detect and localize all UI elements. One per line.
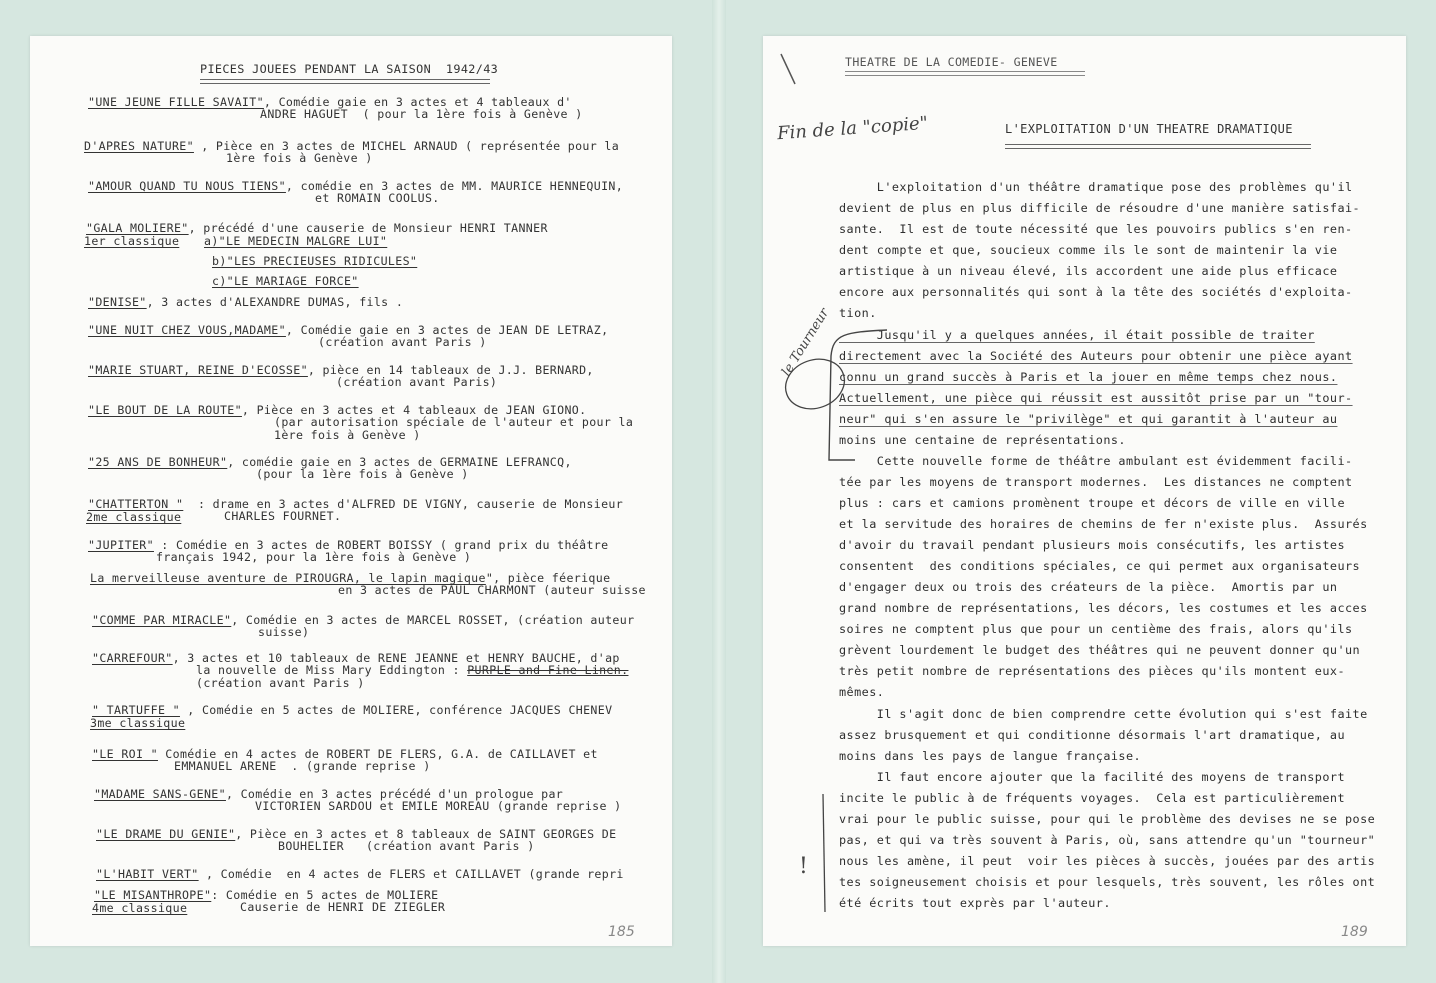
essay-line: grand nombre de représentations, les décors, les costumes et les acces <box>839 601 1368 615</box>
essay-line: moins une centaine de représentations. <box>839 433 1126 447</box>
play-title: "DENISE" <box>88 295 147 309</box>
essay-title-double-underline <box>1005 144 1311 149</box>
play-description-cont: (création avant Paris) <box>336 375 498 389</box>
essay-line: incite le public à de fréquents voyages. Cela est particulièrement <box>839 791 1346 805</box>
essay-line: Il faut encore ajouter que la facilité des moyens de transport <box>839 770 1346 784</box>
right-page <box>763 36 1406 946</box>
play-title: D'APRES NATURE" <box>84 139 194 153</box>
play-description: , Comédie en 3 actes de MARCEL ROSSET, (création auteur <box>231 613 635 627</box>
play-title: "LE DRAME DU GENIE" <box>96 827 236 841</box>
handwritten-margin-line <box>793 788 833 918</box>
essay-line: moins dans les pays de langue française. <box>839 749 1142 763</box>
play-description-cont: Causerie de HENRI DE ZIEGLER <box>240 900 446 914</box>
play-title: "JUPITER" <box>88 538 154 552</box>
classique-label: 2me classique <box>86 510 182 524</box>
essay-line: artistique à un niveau élevé, ils accordent une aide plus efficace <box>839 264 1338 278</box>
header-double-underline <box>845 71 1085 76</box>
play-description-cont: (pour la 1ère fois à Genève ) <box>256 467 469 481</box>
classique-label: 4me classique <box>92 901 188 915</box>
essay-line: Il s'agit donc de bien comprendre cette évolution qui s'est faite <box>839 707 1368 721</box>
essay-line: nous les amène, il peut voir les pièces à succès, jouées par des artis <box>839 854 1376 868</box>
play-title: "UNE JEUNE FILLE SAVAIT" <box>88 95 264 109</box>
essay-line: tes soigneusement choisis et pour lesquels, très souvent, les rôles ont <box>839 875 1376 889</box>
essay-line: très petit nombre de représentations des pièces qu'ils montent eux- <box>839 664 1346 678</box>
play-title: "CHATTERTON " <box>88 497 184 511</box>
essay-line: tion. <box>839 306 877 320</box>
title-double-underline <box>200 79 490 84</box>
play-description-cont: (par autorisation spéciale de l'auteur et pour la <box>274 415 634 429</box>
play-description: , Pièce en 3 actes et 8 tableaux de SAINT GEORGES DE <box>235 827 617 841</box>
play-description-cont: suisse) <box>258 625 310 639</box>
play-title: "LE ROI " <box>92 747 158 761</box>
play-description: : Comédie en 3 actes de ROBERT BOISSY ( grand prix du théâtre <box>153 538 609 552</box>
essay-line: grèvent lourdement le budget des théâtres qui ne peuvent donner qu'un <box>839 643 1361 657</box>
play-description: Comédie en 4 actes de ROBERT DE FLERS, G.A. de CAILLAVET et <box>157 747 598 761</box>
play-description: , comédie en 3 actes de MM. MAURICE HENNEQUIN, <box>285 179 624 193</box>
play-description: , Comédie gaie en 3 actes de JEAN DE LETRAZ, <box>285 323 609 337</box>
play-description: , Comédie en 4 actes de FLERS et CAILLAVET (grande repri <box>198 867 624 881</box>
play-description: : drame en 3 actes d'ALFRED DE VIGNY, causerie de Monsieur <box>183 497 624 511</box>
essay-line: et la servitude des horaires de chemins de fer n'existe plus. Assurés <box>839 517 1368 531</box>
essay-line: L'exploitation d'un théâtre dramatique pose des problèmes qu'il <box>839 180 1353 194</box>
play-title: La merveilleuse aventure de PIROUGRA, le lapin magique <box>90 571 486 585</box>
essay-line: Actuellement, une pièce qui réussit est aussitôt prise par un "tour- <box>839 391 1353 405</box>
play-description-cont: (création avant Paris ) <box>196 676 365 690</box>
essay-line: devient de plus en plus difficile de résoudre d'une manière satisfai- <box>839 201 1361 215</box>
play-description-cont: BOUHELIER (création avant Paris ) <box>278 839 535 853</box>
play-title: "L'HABIT VERT" <box>96 867 199 881</box>
right-page-number: 189 <box>1341 924 1368 940</box>
play-description: , précédé d'une causerie de Monsieur HENRI TANNER <box>188 221 548 235</box>
play-description: ", pièce féerique <box>485 571 611 585</box>
play-description-cont: EMMANUEL ARENE . (grande reprise ) <box>174 759 431 773</box>
play-description-cont: 1ère fois à Genève ) <box>226 151 373 165</box>
play-description: , 3 actes et 10 tableaux de RENE JEANNE et HENRY BAUCHE, d'ap <box>172 651 620 665</box>
gala-item-c: c)"LE MARIAGE FORCE" <box>212 274 359 288</box>
play-description: , Comédie en 3 actes précédé d'un prologue par <box>225 787 564 801</box>
play-description: , 3 actes d'ALEXANDRE DUMAS, fils . <box>146 295 404 309</box>
essay-line: directement avec la Société des Auteurs pour obtenir une pièce ayant <box>839 349 1353 363</box>
play-title: "GALA MOLIERE" <box>86 221 189 235</box>
handwritten-note-le-tourneur: le Tourneur <box>779 305 833 379</box>
essay-line: Cette nouvelle forme de théâtre ambulant est évidemment facili- <box>839 454 1353 468</box>
play-title: "COMME PAR MIRACLE" <box>92 613 232 627</box>
pencil-stroke-mark <box>777 50 801 90</box>
play-description: : Comédie en 5 actes de MOLIERE <box>211 888 439 902</box>
play-description-cont: français 1942, pour la 1ère fois à Genève ) <box>156 550 472 564</box>
essay-line: neur" qui s'en assure le "privilège" et qui garantit à l'auteur au <box>839 412 1338 426</box>
play-description-cont: 1ère fois à Genève ) <box>274 428 421 442</box>
play-description: , Comédie gaie en 3 actes et 4 tableaux d' <box>263 95 572 109</box>
essay-line: pas, et qui va très souvent à Paris, où, sans attendre qu'un "tourneur" <box>839 833 1376 847</box>
left-page-number: 185 <box>608 924 635 940</box>
play-description-cont: la nouvelle de Miss Mary Eddington : <box>196 663 468 677</box>
gala-item-b: b)"LES PRECIEUSES RIDICULES" <box>212 254 418 268</box>
play-description-cont: en 3 actes de PAUL CHARMONT (auteur suisse <box>338 583 646 597</box>
play-title: "CARREFOUR" <box>92 651 173 665</box>
handwritten-exclamation: ! <box>799 854 808 879</box>
essay-line: mêmes. <box>839 685 885 699</box>
left-page-title: PIECES JOUEES PENDANT LA SAISON 1942/43 <box>200 62 499 76</box>
play-description-struck: PURPLE and Fine Linen. <box>467 663 629 677</box>
play-description-cont: CHARLES FOURNET. <box>224 509 342 523</box>
handwritten-note-fin-de-la-copie: Fin de la "copie" <box>776 112 929 145</box>
gala-item-a: a)"LE MEDECIN MALGRE LUI" <box>204 234 388 248</box>
play-description: , Pièce en 3 actes de MICHEL ARNAUD ( représentée pour la <box>193 139 620 153</box>
essay-line: été écrits tout exprès par l'auteur. <box>839 896 1111 910</box>
essay-line: d'engager deux ou trois des créateurs de la pièce. Amortis par un <box>839 580 1338 594</box>
essay-line: consentent des conditions spéciales, ce qui permet aux organisateurs <box>839 559 1361 573</box>
essay-line: d'avoir du travail pendant plusieurs mois consécutifs, les artistes <box>839 538 1346 552</box>
play-title: "LE BOUT DE LA ROUTE" <box>88 403 242 417</box>
play-title: "MADAME SANS-GENE" <box>94 787 226 801</box>
play-description: , Pièce en 3 actes et 4 tableaux de JEAN GIONO. <box>241 403 587 417</box>
play-title: "LE MISANTHROPE" <box>94 888 212 902</box>
essay-line: sante. Il est de toute nécessité que les pouvoirs publics s'en ren- <box>839 222 1353 236</box>
essay-line: tée par les moyens de transport modernes. Les distances ne comptent <box>839 475 1353 489</box>
play-title: "AMOUR QUAND TU NOUS TIENS" <box>88 179 286 193</box>
essay-line: encore aux personnalités qui sont à la tête des sociétés d'exploita- <box>839 285 1353 299</box>
play-description-cont: VICTORIEN SARDOU et EMILE MOREAU (grande reprise ) <box>255 799 622 813</box>
essay-line: dent compte et que, soucieux comme ils le sont de maintenir la vie <box>839 243 1338 257</box>
essay-title: L'EXPLOITATION D'UN THEATRE DRAMATIQUE <box>1005 122 1293 136</box>
classique-label: 3me classique <box>90 716 186 730</box>
classique-label: 1er classique <box>84 234 180 248</box>
play-description-cont: (création avant Paris ) <box>318 335 487 349</box>
play-title: "UNE NUIT CHEZ VOUS,MADAME" <box>88 323 286 337</box>
essay-line: Jusqu'il y a quelques années, il était possible de traiter <box>839 328 1315 342</box>
play-description-cont: ANDRE HAGUET ( pour la 1ère fois à Genève ) <box>260 107 583 121</box>
essay-line: vrai pour le public suisse, pour qui le problème des devises ne se pose <box>839 812 1376 826</box>
theatre-header: THEATRE DE LA COMEDIE- GENEVE <box>845 55 1058 69</box>
left-page <box>30 36 672 946</box>
play-title: "25 ANS DE BONHEUR" <box>88 455 228 469</box>
essay-line: plus : cars et camions promènent troupe et décors de ville en ville <box>839 496 1346 510</box>
essay-line: assez brusquement et qui conditionne désormais l'art dramatique, au <box>839 728 1346 742</box>
play-description: , comédie gaie en 3 actes de GERMAINE LEFRANCQ, <box>227 455 572 469</box>
play-title: " TARTUFFE " <box>92 703 180 717</box>
play-description-cont: et ROMAIN COOLUS. <box>315 191 440 205</box>
play-title: "MARIE STUART, REINE D'ECOSSE" <box>88 363 308 377</box>
book-gutter <box>712 0 726 983</box>
play-description: , pièce en 14 tableaux de J.J. BERNARD, <box>307 363 594 377</box>
essay-line: soires ne comptent plus que pour un centième des frais, alors qu'ils <box>839 622 1353 636</box>
essay-line: connu un grand succès à Paris et la jouer en même temps chez nous. <box>839 370 1338 384</box>
play-description: , Comédie en 5 actes de MOLIERE, conférence JACQUES CHENEV <box>179 703 613 717</box>
